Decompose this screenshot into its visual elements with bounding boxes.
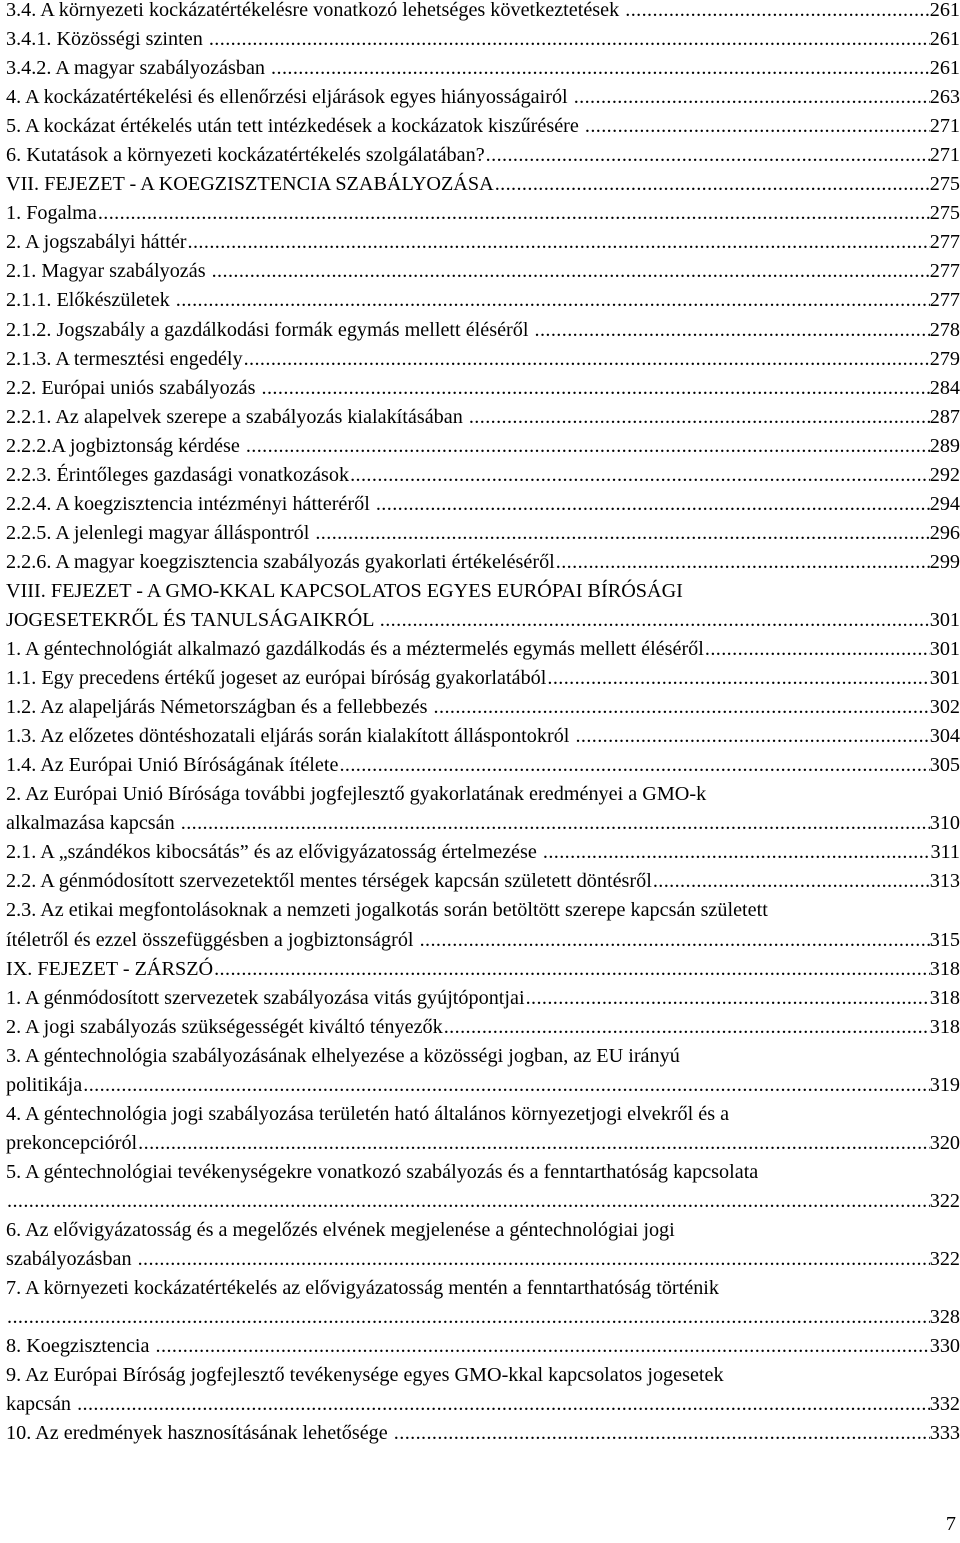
dot-leader [187, 228, 930, 257]
toc-entry-leader-line [6, 635, 960, 664]
toc-entry-title: 2.2. Európai uniós szabályozás [6, 376, 261, 399]
dot-leader [375, 490, 930, 519]
toc-page-number: 277 [929, 260, 960, 283]
toc-page-number: 322 [929, 1189, 960, 1212]
toc-entry-leader-line [6, 228, 960, 257]
toc-entry-title: 2.1.1. Előkészületek [6, 289, 175, 312]
page-number: 7 [945, 1513, 956, 1535]
toc-entry-title: 1. Fogalma [6, 202, 97, 225]
dot-leader [213, 955, 930, 984]
toc-entry-title: 10. Az eredmények hasznosításának lehetősége [6, 1422, 393, 1445]
toc-entry[interactable] [6, 548, 960, 577]
dot-leader [211, 257, 930, 286]
toc-entry[interactable] [6, 0, 960, 25]
toc-entry-title-line: 5. A géntechnológiai tevékenységekre vonatkozó szabályozás és a fenntarthatóság kapcsolata [6, 1160, 759, 1183]
toc-entry-title: 2. A jogszabályi háttér [6, 231, 187, 254]
dot-leader [349, 461, 930, 490]
dot-leader [243, 345, 930, 374]
toc-entry-leader-line [6, 664, 960, 693]
dot-leader [137, 1129, 930, 1158]
toc-page-number: 318 [929, 986, 960, 1009]
toc-entry-title: IX. FEJEZET - ZÁRSZÓ [6, 957, 214, 980]
dot-leader [704, 635, 930, 664]
toc-entry[interactable] [6, 1332, 960, 1361]
dot-leader [208, 25, 930, 54]
toc-entry-title: 2.2.5. A jelenlegi magyar álláspontról [6, 521, 315, 544]
dot-leader [652, 867, 930, 896]
toc-entry-leader-line [6, 0, 960, 25]
toc-page-number: 318 [929, 1015, 960, 1038]
toc-page-number: 261 [929, 0, 960, 21]
toc-entry-title-line: 4. A géntechnológia jogi szabályozása területén ható általános környezetjogi elvekről és a [6, 1102, 730, 1125]
toc-entry-leader-line [6, 54, 960, 83]
dot-leader [542, 838, 931, 867]
toc-entry-leader-line [6, 606, 960, 635]
toc-entry-leader-line [6, 286, 960, 315]
toc-page-number: 277 [929, 289, 960, 312]
dot-leader [245, 432, 930, 461]
toc-entry-title: ítéletről és ezzel összefüggésben a jogbiztonságról [6, 928, 419, 951]
toc-entry-leader-line [6, 809, 960, 838]
toc-entry-title: 6. Kutatások a környezeti kockázatértékelés szolgálatában? [6, 144, 485, 167]
toc-entry[interactable] [6, 896, 960, 954]
toc-entry[interactable] [6, 1216, 960, 1274]
toc-entry-title: 3.4.2. A magyar szabályozásban [6, 57, 271, 80]
toc-page-number: 302 [929, 696, 960, 719]
toc-entry[interactable] [6, 54, 960, 83]
dot-leader [338, 751, 929, 780]
toc-page-number: 271 [929, 115, 960, 138]
toc-entry-title: 2.1.3. A termesztési engedély [6, 347, 243, 370]
toc-entry-title: 1.1. Egy precedens értékű jogeset az európai bíróság gyakorlatából [6, 667, 547, 690]
toc-entry-leader-line [6, 1013, 960, 1042]
toc-entry[interactable] [6, 1042, 960, 1100]
dot-leader [546, 664, 929, 693]
toc-entry[interactable] [6, 751, 960, 780]
toc-page-number: 319 [929, 1073, 960, 1096]
toc-entry-title: politikája [6, 1073, 83, 1096]
toc-entry-title: 2.1. Magyar szabályozás [6, 260, 211, 283]
toc-entry-leader-line [6, 722, 960, 751]
toc-entry[interactable] [6, 519, 960, 548]
toc-page-number: 332 [929, 1393, 960, 1416]
toc-entry-title: alkalmazása kapcsán [6, 812, 180, 835]
toc-entry-title: 4. A kockázatértékelési és ellenőrzési eljárások egyes hiányosságairól [6, 86, 573, 109]
toc-entry[interactable] [6, 199, 960, 228]
toc-entry-leader-line [6, 199, 960, 228]
toc-page-number: 301 [929, 667, 960, 690]
toc-entry-leader-line [6, 1303, 960, 1332]
toc-page-number: 275 [929, 202, 960, 225]
toc-page-number: 261 [929, 57, 960, 80]
dot-leader [6, 1187, 930, 1216]
toc-entry-title: szabályozásban [6, 1248, 137, 1271]
toc-entry-title: 2.2.4. A koegzisztencia intézményi hátteréről [6, 492, 375, 515]
toc-entry-title-line: 3. A géntechnológia szabályozásának elhelyezése a közösségi jogban, az EU irányú [6, 1044, 680, 1067]
toc-entry-leader-line [6, 548, 960, 577]
toc-entry-title: 2.2.6. A magyar koegzisztencia szabályozás gyakorlati értékeléséről [6, 550, 555, 573]
toc-entry-leader-line [6, 432, 960, 461]
toc-entry-leader-line [6, 519, 960, 548]
toc-page-number: 315 [929, 928, 960, 951]
toc-entry-leader-line [6, 867, 960, 896]
dot-leader [155, 1332, 930, 1361]
toc-entry[interactable] [6, 228, 960, 257]
dot-leader [76, 1390, 930, 1419]
toc-entry-leader-line [6, 926, 960, 955]
toc-entry[interactable] [6, 664, 960, 693]
toc-entry[interactable] [6, 1100, 960, 1158]
toc-page-number: 287 [929, 405, 960, 428]
toc-page-number: 304 [929, 725, 960, 748]
toc-entry-leader-line [6, 955, 960, 984]
toc-entry-leader-line [6, 693, 960, 722]
toc-entry[interactable] [6, 286, 960, 315]
toc-entry-title: 2.2.1. Az alapelvek szerepe a szabályozás kialakításában [6, 405, 468, 428]
dot-leader [393, 1419, 930, 1448]
toc-page-number: 294 [929, 492, 960, 515]
toc-page-number: 318 [929, 957, 960, 980]
toc-entry-leader-line [6, 751, 960, 780]
dot-leader [97, 199, 930, 228]
dot-leader [433, 693, 930, 722]
toc-entry-leader-line [6, 838, 960, 867]
dot-leader [494, 170, 930, 199]
toc-entry-title-line: 6. Az elővigyázatosság és a megelőzés elvének megjelenése a géntechnológiai jogi [6, 1218, 675, 1241]
toc-page-number: 279 [929, 347, 960, 370]
toc-entry[interactable] [6, 345, 960, 374]
dot-leader [314, 519, 929, 548]
toc-page-number: 299 [929, 550, 960, 573]
toc-entry-leader-line [6, 257, 960, 286]
dot-leader [175, 286, 930, 315]
dot-leader [574, 722, 929, 751]
toc-entry[interactable] [6, 25, 960, 54]
dot-leader [137, 1245, 930, 1274]
toc-entry-leader-line [6, 1071, 960, 1100]
toc-entry-title: JOGESETEKRŐL ÉS TANULSÁGAIKRÓL [6, 608, 379, 631]
toc-entry[interactable] [6, 1274, 960, 1332]
toc-entry[interactable] [6, 780, 960, 838]
toc-entry-title: 8. Koegzisztencia [6, 1335, 155, 1358]
toc-entry[interactable] [6, 141, 960, 170]
toc-page-number: 271 [929, 144, 960, 167]
dot-leader [468, 403, 930, 432]
table-of-contents [6, 0, 960, 1448]
toc-page-number: 311 [930, 841, 960, 864]
dot-leader [180, 809, 930, 838]
toc-entry-title-line: 2.3. Az etikai megfontolásoknak a nemzeti jogalkotás során betöltött szerepe kapcsán született [6, 899, 768, 922]
toc-page-number: 278 [929, 318, 960, 341]
toc-entry[interactable] [6, 577, 960, 635]
toc-entry[interactable] [6, 984, 960, 1013]
toc-entry-leader-line [6, 83, 960, 112]
toc-entry-leader-line [6, 25, 960, 54]
toc-entry[interactable] [6, 432, 960, 461]
toc-entry-leader-line [6, 1332, 960, 1361]
toc-entry[interactable] [6, 1158, 960, 1216]
toc-entry[interactable] [6, 257, 960, 286]
dot-leader [379, 606, 930, 635]
toc-entry-title: 1. A géntechnológiát alkalmazó gazdálkodás és a méztermelés egymás mellett éléséről [6, 638, 704, 661]
toc-entry[interactable] [6, 693, 960, 722]
toc-entry-title-line: 9. Az Európai Bíróság jogfejlesztő tevékenysége egyes GMO-kkal kapcsolatos jogesetek [6, 1364, 724, 1387]
toc-page-number: 261 [929, 28, 960, 51]
toc-entry[interactable] [6, 955, 960, 984]
toc-entry-title: 2.1.2. Jogszabály a gazdálkodási formák egymás mellett éléséről [6, 318, 534, 341]
toc-entry-title: 2.1. A „szándékos kibocsátás” és az elővigyázatosság értelmezése [6, 841, 542, 864]
toc-entry-title: 1.2. Az alapeljárás Németországban és a fellebbezés [6, 696, 433, 719]
toc-page-number: 328 [929, 1306, 960, 1329]
toc-entry[interactable] [6, 1361, 960, 1419]
toc-entry-leader-line [6, 403, 960, 432]
toc-entry-title: 2.2. A génmódosított szervezetektől mentes térségek kapcsán született döntésről [6, 870, 652, 893]
dot-leader [525, 984, 930, 1013]
toc-entry-title: VII. FEJEZET - A KOEGZISZTENCIA SZABÁLYOZÁSA [6, 173, 494, 196]
toc-entry-title: 3.4. A környezeti kockázatértékelésre vonatkozó lehetséges következtetések [6, 0, 625, 21]
toc-entry-title: 2.2.2.A jogbiztonság kérdése [6, 434, 245, 457]
toc-page-number: 289 [929, 434, 960, 457]
toc-entry[interactable] [6, 490, 960, 519]
dot-leader [555, 548, 930, 577]
toc-entry-leader-line [6, 1419, 960, 1448]
toc-entry-title: prekoncepcióról [6, 1131, 138, 1154]
toc-entry-title: 1.3. Az előzetes döntéshozatali eljárás során kialakított álláspontokról [6, 725, 575, 748]
toc-entry-leader-line [6, 461, 960, 490]
toc-page-number: 301 [929, 638, 960, 661]
toc-page-number: 275 [929, 173, 960, 196]
dot-leader [419, 926, 930, 955]
dot-leader [624, 0, 929, 25]
dot-leader [443, 1013, 930, 1042]
toc-entry-title: kapcsán [6, 1393, 77, 1416]
toc-entry-title: 2. A jogi szabályozás szükségességét kiváltó tényezők [6, 1015, 443, 1038]
toc-entry[interactable] [6, 722, 960, 751]
toc-page-number: 284 [929, 376, 960, 399]
toc-entry[interactable] [6, 403, 960, 432]
toc-page-number: 322 [929, 1248, 960, 1271]
toc-entry-leader-line [6, 374, 960, 403]
toc-entry[interactable] [6, 374, 960, 403]
toc-entry[interactable] [6, 112, 960, 141]
toc-page-number: 277 [929, 231, 960, 254]
toc-entry-leader-line [6, 1390, 960, 1419]
toc-entry[interactable] [6, 635, 960, 664]
dot-leader [261, 374, 930, 403]
toc-entry-leader-line [6, 1245, 960, 1274]
toc-page-number: 263 [929, 86, 960, 109]
toc-page-number: 305 [929, 754, 960, 777]
toc-entry-leader-line [6, 1129, 960, 1158]
toc-entry-title: 2.2.3. Érintőleges gazdasági vonatkozások [6, 463, 350, 486]
dot-leader [82, 1071, 929, 1100]
toc-entry-leader-line [6, 141, 960, 170]
toc-entry-leader-line [6, 316, 960, 345]
dot-leader [6, 1303, 930, 1332]
toc-entry[interactable] [6, 1419, 960, 1448]
toc-page-number: 301 [929, 608, 960, 631]
dot-leader [534, 316, 930, 345]
toc-entry-title: 1. A génmódosított szervezetek szabályozása vitás gyújtópontjai [6, 986, 525, 1009]
toc-entry[interactable] [6, 316, 960, 345]
toc-entry-title-line: VIII. FEJEZET - A GMO-KKAL KAPCSOLATOS EGYES EURÓPAI BÍRÓSÁGI [6, 579, 683, 602]
toc-entry-leader-line [6, 1187, 960, 1216]
toc-entry[interactable] [6, 83, 960, 112]
toc-entry-leader-line [6, 490, 960, 519]
toc-entry[interactable] [6, 170, 960, 199]
toc-page-number: 330 [929, 1335, 960, 1358]
dot-leader [485, 141, 930, 170]
dot-leader [573, 83, 930, 112]
toc-entry-title: 1.4. Az Európai Unió Bíróságának ítélete [6, 754, 339, 777]
toc-page-number: 313 [929, 870, 960, 893]
toc-entry-title: 3.4.1. Közösségi szinten [6, 28, 208, 51]
toc-entry-title: 5. A kockázat értékelés után tett intézkedések a kockázatok kiszűrésére [6, 115, 584, 138]
toc-entry[interactable] [6, 838, 960, 867]
toc-page-number: 296 [929, 521, 960, 544]
toc-entry-leader-line [6, 170, 960, 199]
toc-page-number: 292 [929, 463, 960, 486]
toc-entry-title-line: 7. A környezeti kockázatértékelés az elővigyázatosság mentén a fenntarthatóság történik [6, 1277, 719, 1300]
toc-entry[interactable] [6, 867, 960, 896]
toc-page-number: 333 [929, 1422, 960, 1445]
toc-entry-leader-line [6, 984, 960, 1013]
toc-entry-leader-line [6, 345, 960, 374]
toc-entry[interactable] [6, 1013, 960, 1042]
dot-leader [270, 54, 930, 83]
toc-page-number: 310 [929, 812, 960, 835]
toc-entry-title-line: 2. Az Európai Unió Bírósága további jogfejlesztő gyakorlatának eredményei a GMO-k [6, 783, 707, 806]
dot-leader [584, 112, 930, 141]
toc-page-number: 320 [929, 1131, 960, 1154]
toc-entry-leader-line [6, 112, 960, 141]
toc-entry[interactable] [6, 461, 960, 490]
